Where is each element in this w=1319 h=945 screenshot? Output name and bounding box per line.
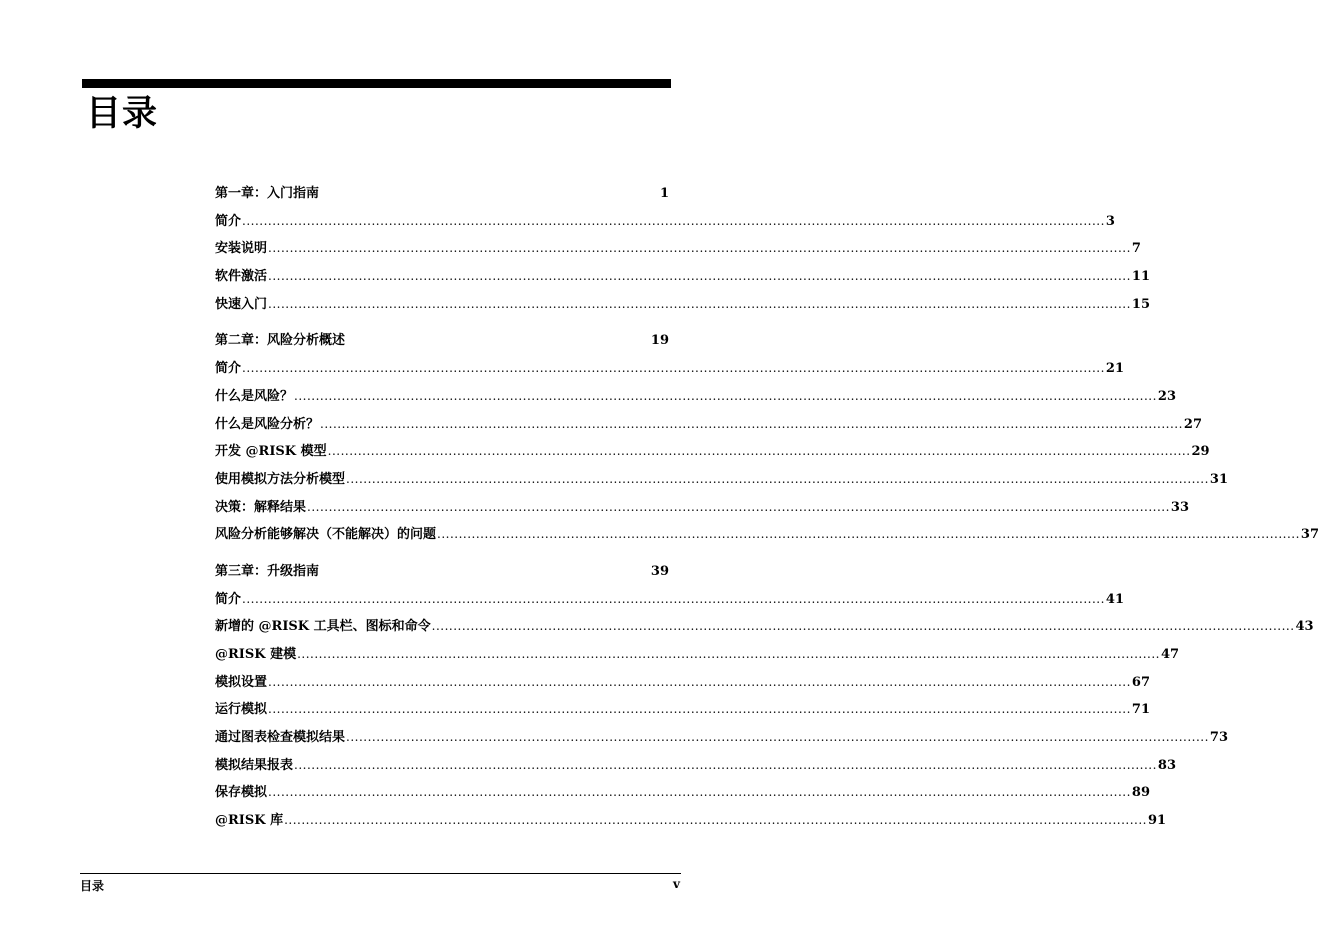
toc-entry[interactable]: [215, 807, 1167, 835]
dot-leader: ........................................................................................................................................................................................................: [268, 296, 1131, 311]
toc-chapter[interactable]: [215, 327, 669, 355]
toc-entry[interactable]: [215, 291, 1150, 319]
dot-leader: ........................................................................................................................................................................................................: [268, 785, 1131, 800]
toc-entry-label: 什么是风险？: [215, 388, 294, 404]
toc-entry-page: 41: [1105, 591, 1124, 607]
toc-chapter-label: 第三章：升级指南: [215, 563, 320, 579]
toc-entry[interactable]: [215, 696, 1150, 724]
toc-entry-page: 83: [1157, 757, 1176, 773]
toc-entry[interactable]: [215, 586, 1124, 614]
toc-entry-page: 29: [1191, 444, 1210, 460]
footer-rule: [80, 873, 681, 874]
toc-entry-label: 简介: [215, 591, 242, 607]
toc-entry[interactable]: [215, 466, 1228, 494]
dot-leader: ........................................................................................................................................................................................................: [268, 674, 1131, 689]
dot-leader: ........................................................................................................................................................................................................: [268, 241, 1131, 256]
toc-entry-label: 风险分析能够解决（不能解决）的问题: [215, 527, 437, 543]
toc-entry-page: 89: [1131, 785, 1150, 801]
toc-section-3: [215, 558, 1314, 835]
toc-entry-page: 91: [1148, 813, 1167, 829]
toc-entry[interactable]: [215, 208, 1115, 236]
toc-entry-label: 决策：解释结果: [215, 499, 307, 515]
toc-entry-label: 什么是风险分析？: [215, 416, 320, 432]
page-title: 目录: [86, 94, 159, 134]
toc-chapter-label: 第一章：入门指南: [215, 186, 320, 201]
dot-leader: ........................................................................................................................................................................................................: [346, 471, 1209, 486]
toc-entry-label: @RISK 建模: [215, 647, 297, 662]
toc-entry-page: 43: [1295, 619, 1314, 635]
toc-entry-label: 简介: [215, 361, 242, 377]
dot-leader: ........................................................................................................................................................................................................: [307, 499, 1170, 514]
dot-leader: ........................................................................................................................................................................................................: [320, 416, 1183, 431]
dot-leader: ........................................................................................................................................................................................................: [268, 269, 1131, 284]
dot-leader: ........................................................................................................................................................................................................: [346, 730, 1209, 745]
toc-entry-label: 新增的 @RISK 工具栏、图标和命令: [215, 619, 431, 635]
dot-leader: ........................................................................................................................................................................................................: [284, 813, 1147, 828]
toc-entry-page: 67: [1131, 674, 1150, 690]
footer-section-title: 目录: [80, 879, 105, 893]
dot-leader: ........................................................................................................................................................................................................: [431, 619, 1295, 634]
toc-entry-page: 7: [1131, 241, 1141, 257]
toc-chapter-page: 19: [650, 333, 669, 349]
toc-entry-label: 使用模拟方法分析模型: [215, 471, 346, 487]
toc-entry-page: 23: [1157, 388, 1176, 404]
toc-section-1: [215, 180, 1150, 318]
toc-entry-page: 3: [1105, 213, 1115, 229]
footer-page-number: v: [673, 877, 680, 891]
toc-entry-page: 27: [1183, 416, 1202, 432]
dot-leader: ........................................................................................................................................................................................................: [294, 388, 1157, 403]
toc-entry[interactable]: [215, 355, 1124, 383]
toc-entry[interactable]: [215, 752, 1176, 780]
top-rule: [82, 79, 671, 88]
toc-entry[interactable]: [215, 521, 1319, 549]
toc-entry[interactable]: [215, 383, 1176, 411]
toc-entry[interactable]: [215, 779, 1150, 807]
toc-entry-label: 简介: [215, 213, 242, 229]
dot-leader: ........................................................................................................................................................................................................: [242, 361, 1105, 376]
toc-entry-page: 21: [1105, 361, 1124, 377]
toc-entry-page: 15: [1131, 296, 1150, 312]
toc-entry-page: 33: [1170, 499, 1189, 515]
toc-entry[interactable]: [215, 641, 1180, 669]
dot-leader: ........................................................................................................................................................................................................: [327, 444, 1191, 459]
toc-entry-label: 保存模拟: [215, 785, 268, 801]
toc-entry-page: 47: [1161, 647, 1180, 662]
toc-entry-page: 71: [1131, 702, 1150, 718]
toc-section-2: [215, 327, 1319, 549]
toc-entry[interactable]: [215, 438, 1210, 466]
toc-chapter-page: 1: [659, 186, 669, 201]
toc-chapter-page: 39: [650, 563, 669, 579]
dot-leader: ........................................................................................................................................................................................................: [242, 213, 1105, 228]
dot-leader: ........................................................................................................................................................................................................: [437, 527, 1300, 542]
toc-entry[interactable]: [215, 669, 1150, 697]
toc-entry[interactable]: [215, 494, 1189, 522]
toc-entry-label: @RISK 库: [215, 813, 284, 829]
toc-entry[interactable]: [215, 235, 1141, 263]
table-of-contents: [215, 180, 1319, 844]
dot-leader: ........................................................................................................................................................................................................: [297, 647, 1160, 661]
toc-entry-label: 软件激活: [215, 269, 268, 285]
toc-chapter[interactable]: [215, 558, 669, 586]
dot-leader: ........................................................................................................................................................................................................: [242, 591, 1105, 606]
toc-entry-label: 模拟设置: [215, 674, 268, 690]
toc-entry-label: 开发 @RISK 模型: [215, 444, 327, 460]
toc-entry-label: 运行模拟: [215, 702, 268, 718]
toc-entry-page: 73: [1209, 730, 1228, 746]
dot-leader: ........................................................................................................................................................................................................: [268, 702, 1131, 717]
toc-chapter[interactable]: [215, 180, 669, 208]
dot-leader: ........................................................................................................................................................................................................: [294, 757, 1157, 772]
toc-entry-label: 安装说明: [215, 241, 268, 257]
toc-entry-label: 快速入门: [215, 296, 268, 312]
toc-entry-label: 模拟结果报表: [215, 757, 294, 773]
toc-entry-page: 37: [1300, 527, 1319, 543]
toc-entry[interactable]: [215, 613, 1314, 641]
toc-chapter-label: 第二章：风险分析概述: [215, 333, 346, 349]
toc-entry[interactable]: [215, 411, 1202, 439]
toc-entry-page: 11: [1131, 269, 1150, 285]
toc-entry[interactable]: [215, 263, 1150, 291]
toc-entry[interactable]: [215, 724, 1228, 752]
toc-entry-label: 通过图表检查模拟结果: [215, 730, 346, 746]
toc-entry-page: 31: [1209, 471, 1228, 487]
